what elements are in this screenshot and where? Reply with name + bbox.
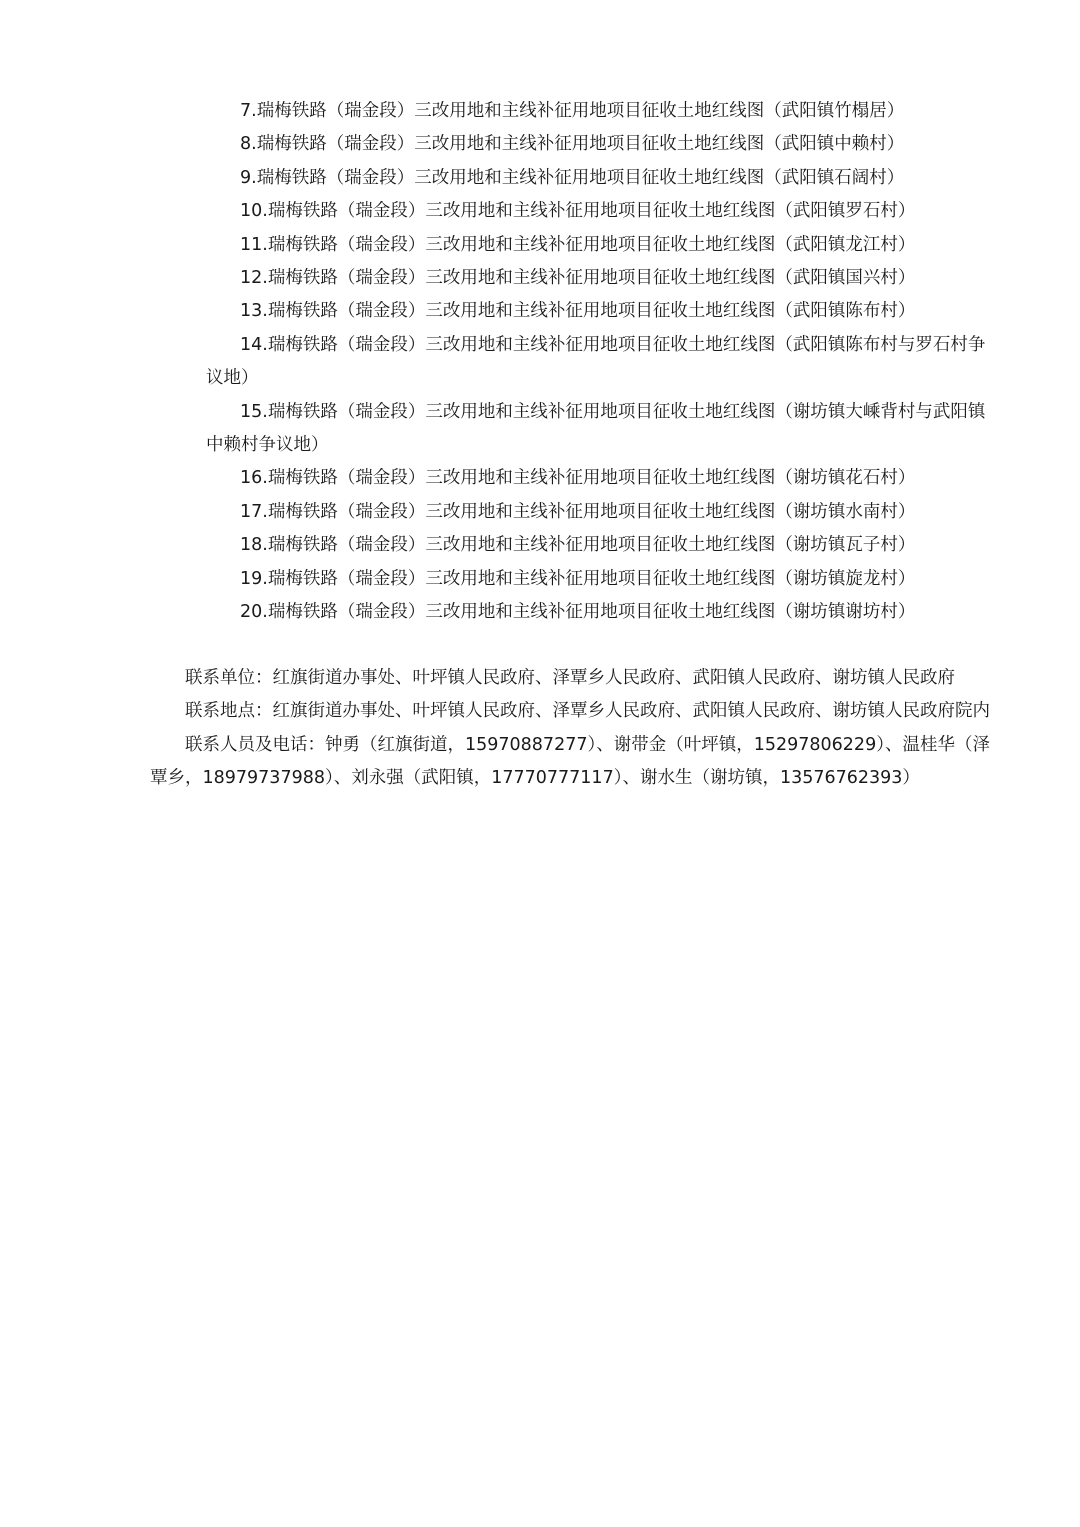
list-item: [206, 295, 996, 328]
list-item: [206, 462, 996, 495]
list-item-text: 瑞梅铁路（瑞金段）三改用地和主线补征用地项目征收土地红线图（武阳镇罗石村）: [267, 201, 916, 222]
list-item-number: 20.: [240, 602, 268, 623]
list-item-number: 13.: [240, 301, 268, 322]
list-item: [206, 529, 996, 562]
attachment-list: [206, 95, 996, 630]
list-item: [206, 128, 996, 161]
list-item-number: 14.: [240, 334, 268, 355]
list-item-text: 瑞梅铁路（瑞金段）三改用地和主线补征用地项目征收土地红线图（武阳镇龙江村）: [267, 234, 916, 255]
list-item-number: 9.: [240, 167, 257, 188]
list-item: [206, 262, 996, 295]
list-item-number: 18.: [240, 535, 268, 556]
list-item-text: 瑞梅铁路（瑞金段）三改用地和主线补征用地项目征收土地红线图（武阳镇竹榻居）: [256, 101, 905, 121]
contact-location: 联系地点：红旗街道办事处、叶坪镇人民政府、泽覃乡人民政府、武阳镇人民政府、谢坊镇人民政府院内: [185, 701, 990, 722]
list-item: [206, 496, 996, 529]
list-item: [206, 563, 996, 596]
list-item-text: 瑞梅铁路（瑞金段）三改用地和主线补征用地项目征收土地红线图（谢坊镇水南村）: [267, 501, 916, 522]
list-item: [206, 596, 996, 629]
list-item-text: 瑞梅铁路（瑞金段）三改用地和主线补征用地项目征收土地红线图（武阳镇石阔村）: [256, 167, 905, 188]
contact-unit: 联系单位：红旗街道办事处、叶坪镇人民政府、泽覃乡人民政府、武阳镇人民政府、谢坊镇人民政府: [185, 668, 955, 688]
list-item-text: 瑞梅铁路（瑞金段）三改用地和主线补征用地项目征收土地红线图（谢坊镇大嵊背村与武阳镇中赖村争议地）: [206, 401, 986, 456]
list-item-text: 瑞梅铁路（瑞金段）三改用地和主线补征用地项目征收土地红线图（谢坊镇花石村）: [267, 468, 916, 489]
list-item-number: 11.: [240, 234, 268, 255]
list-item: [206, 396, 996, 463]
list-item-number: 16.: [240, 468, 268, 489]
list-item-number: 19.: [240, 568, 268, 589]
list-item-text: 瑞梅铁路（瑞金段）三改用地和主线补征用地项目征收土地红线图（武阳镇中赖村）: [256, 134, 905, 155]
list-item-number: 17.: [240, 501, 268, 522]
list-item: [206, 229, 996, 262]
list-item-text: 瑞梅铁路（瑞金段）三改用地和主线补征用地项目征收土地红线图（武阳镇陈布村）: [267, 301, 916, 322]
list-item-number: 7.: [240, 101, 257, 121]
list-item-text: 瑞梅铁路（瑞金段）三改用地和主线补征用地项目征收土地红线图（谢坊镇旋龙村）: [267, 568, 916, 589]
list-item-number: 15.: [240, 401, 268, 422]
list-item: [206, 162, 996, 195]
list-item: [206, 95, 996, 128]
list-item: [206, 195, 996, 228]
contact-section: [150, 662, 996, 796]
list-item-number: 8.: [240, 134, 257, 155]
list-item-text: 瑞梅铁路（瑞金段）三改用地和主线补征用地项目征收土地红线图（谢坊镇谢坊村）: [267, 602, 916, 623]
list-item-text: 瑞梅铁路（瑞金段）三改用地和主线补征用地项目征收土地红线图（谢坊镇瓦子村）: [267, 535, 916, 556]
list-item-text: 瑞梅铁路（瑞金段）三改用地和主线补征用地项目征收土地红线图（武阳镇陈布村与罗石村争议地）: [206, 334, 986, 389]
contact-persons: 联系人员及电话：钟勇（红旗街道，15970887277）、谢带金（叶坪镇，15297806229）、温桂华（泽覃乡，18979737988）、刘永强（武阳镇，17770777117）、谢水生（谢坊镇，13576762393）: [150, 734, 990, 789]
list-item-number: 10.: [240, 201, 268, 222]
list-item-text: 瑞梅铁路（瑞金段）三改用地和主线补征用地项目征收土地红线图（武阳镇国兴村）: [267, 268, 916, 289]
list-item: [206, 329, 996, 396]
list-item-number: 12.: [240, 268, 268, 289]
